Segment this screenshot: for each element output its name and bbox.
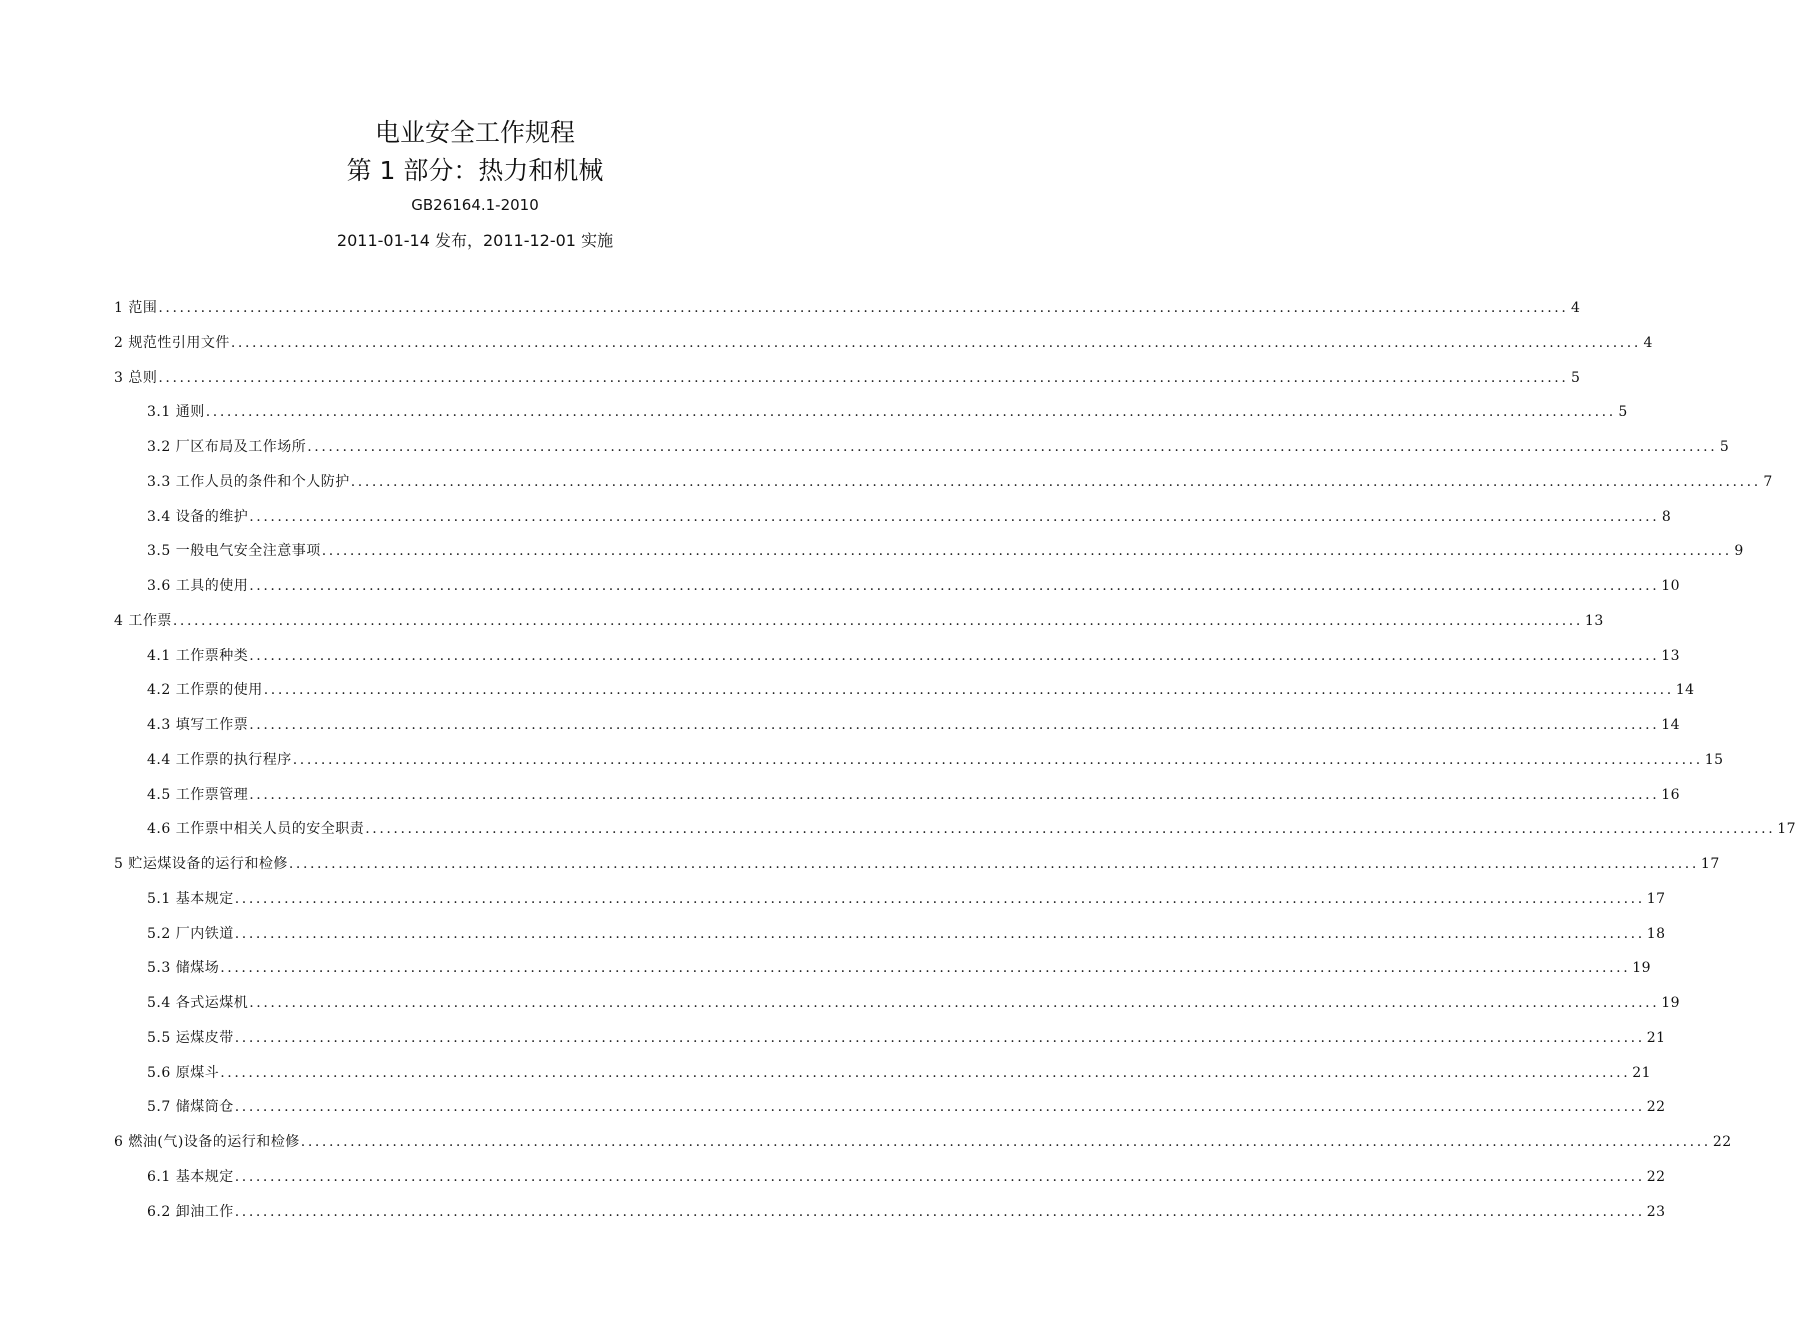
toc-entry-label: 5.4 各式运煤机 xyxy=(147,995,249,1011)
document-subtitle: 第 1 部分：热力和机械 xyxy=(346,156,604,185)
toc-entry[interactable] xyxy=(147,819,1796,839)
toc-entry-page: 22 xyxy=(1712,1134,1732,1150)
toc-entry-label: 4.2 工作票的使用 xyxy=(147,682,263,699)
toc-dot-leader: ........................................................................................................................................................................................................ xyxy=(205,404,1616,421)
toc-entry-page: 9 xyxy=(1734,543,1744,560)
toc-entry-label: 5.5 运煤皮带 xyxy=(147,1029,234,1046)
toc-dot-leader: ........................................................................................................................................................................................................ xyxy=(220,1064,1631,1081)
toc-entry[interactable] xyxy=(147,402,1628,422)
toc-entry[interactable] xyxy=(114,333,1653,353)
toc-entry-page: 5 xyxy=(1618,404,1628,421)
toc-entry[interactable] xyxy=(147,472,1773,492)
toc-entry-page: 8 xyxy=(1661,508,1672,525)
toc-entry-label: 4 工作票 xyxy=(114,612,172,629)
toc-entry-label: 6 燃油(气)设备的运行和检修 xyxy=(114,1134,300,1150)
toc-dot-leader: ........................................................................................................................................................................................................ xyxy=(249,995,1660,1011)
toc-entry[interactable] xyxy=(147,785,1681,805)
toc-entry[interactable] xyxy=(147,924,1666,944)
toc-entry[interactable] xyxy=(147,715,1681,735)
toc-dot-leader: ........................................................................................................................................................................................................ xyxy=(249,786,1660,803)
document-title: 电业安全工作规程 xyxy=(374,118,575,147)
toc-dot-leader: ........................................................................................................................................................................................................ xyxy=(234,1029,1645,1046)
toc-entry[interactable] xyxy=(147,680,1695,700)
toc-entry-label: 1 范围 xyxy=(114,300,158,316)
toc-entry[interactable] xyxy=(147,993,1681,1013)
toc-entry-page: 14 xyxy=(1675,682,1695,699)
toc-entry-page: 17 xyxy=(1646,890,1666,907)
toc-dot-leader: ........................................................................................................................................................................................................ xyxy=(249,508,1660,525)
toc-entry-label: 5.3 储煤场 xyxy=(147,960,220,977)
toc-dot-leader: ........................................................................................................................................................................................................ xyxy=(249,717,1660,733)
toc-entry-page: 5 xyxy=(1570,369,1581,386)
toc-entry[interactable] xyxy=(147,958,1652,978)
toc-entry-page: 17 xyxy=(1700,856,1720,872)
toc-entry[interactable] xyxy=(147,437,1730,457)
toc-entry[interactable] xyxy=(147,750,1724,770)
toc-entry-page: 22 xyxy=(1646,1168,1666,1185)
toc-entry-label: 3.2 厂区布局及工作场所 xyxy=(147,439,307,455)
toc-entry-page: 13 xyxy=(1584,612,1604,629)
toc-entry-label: 3 总则 xyxy=(114,369,158,386)
toc-dot-leader: ........................................................................................................................................................................................................ xyxy=(300,1134,1711,1150)
toc-dot-leader: ........................................................................................................................................................................................................ xyxy=(158,369,1569,386)
toc-entry-label: 4.5 工作票管理 xyxy=(147,786,249,803)
toc-dot-leader: ........................................................................................................................................................................................................ xyxy=(249,578,1660,594)
toc-entry[interactable] xyxy=(114,368,1581,388)
toc-dot-leader: ........................................................................................................................................................................................................ xyxy=(350,473,1761,490)
toc-entry-page: 4 xyxy=(1570,300,1581,316)
toc-dot-leader: ........................................................................................................................................................................................................ xyxy=(292,751,1703,768)
toc-entry[interactable] xyxy=(147,1167,1666,1187)
toc-entry[interactable] xyxy=(147,507,1672,527)
toc-entry-label: 5.6 原煤斗 xyxy=(147,1064,220,1081)
toc-entry-page: 14 xyxy=(1661,717,1681,733)
toc-entry-label: 4.4 工作票的执行程序 xyxy=(147,751,292,768)
toc-dot-leader: ........................................................................................................................................................................................................ xyxy=(234,890,1645,907)
toc-entry-label: 3.3 工作人员的条件和个人防护 xyxy=(147,473,350,490)
toc-entry-page: 5 xyxy=(1719,439,1730,455)
toc-entry[interactable] xyxy=(147,541,1744,561)
toc-entry[interactable] xyxy=(114,611,1604,631)
toc-entry[interactable] xyxy=(114,854,1720,874)
toc-dot-leader: ........................................................................................................................................................................................................ xyxy=(234,1203,1645,1220)
toc-entry[interactable] xyxy=(147,576,1681,596)
toc-entry-page: 21 xyxy=(1632,1064,1652,1081)
toc-entry[interactable] xyxy=(114,1132,1732,1152)
toc-dot-leader: ........................................................................................................................................................................................................ xyxy=(234,1099,1645,1116)
toc-entry-label: 6.1 基本规定 xyxy=(147,1168,234,1185)
toc-entry-label: 5.1 基本规定 xyxy=(147,890,234,907)
toc-entry-label: 4.3 填写工作票 xyxy=(147,717,249,733)
toc-entry-label: 2 规范性引用文件 xyxy=(114,334,230,351)
toc-dot-leader: ........................................................................................................................................................................................................ xyxy=(158,300,1569,316)
toc-entry-label: 6.2 卸油工作 xyxy=(147,1203,234,1220)
toc-dot-leader: ........................................................................................................................................................................................................ xyxy=(321,543,1732,560)
toc-entry-page: 15 xyxy=(1704,751,1724,768)
toc-entry-page: 19 xyxy=(1632,960,1652,977)
toc-entry-label: 5.2 厂内铁道 xyxy=(147,925,234,942)
toc-entry[interactable] xyxy=(147,1097,1666,1117)
toc-entry-page: 13 xyxy=(1661,647,1681,664)
toc-entry[interactable] xyxy=(147,889,1666,909)
toc-entry-label: 3.1 通则 xyxy=(147,404,205,421)
toc-entry-page: 16 xyxy=(1661,786,1681,803)
toc-entry-label: 5.7 储煤筒仓 xyxy=(147,1099,234,1116)
toc-entry[interactable] xyxy=(114,298,1581,318)
standard-code: GB26164.1-2010 xyxy=(411,196,539,214)
toc-entry-page: 19 xyxy=(1661,995,1681,1011)
toc-entry-page: 10 xyxy=(1661,578,1681,594)
toc-entry-label: 4.6 工作票中相关人员的安全职责 xyxy=(147,821,365,838)
toc-entry[interactable] xyxy=(147,1028,1666,1048)
toc-entry[interactable] xyxy=(147,1202,1666,1222)
toc-entry-page: 4 xyxy=(1643,334,1653,351)
publish-dates: 2011-01-14 发布，2011-12-01 实施 xyxy=(336,231,614,250)
toc-dot-leader: ........................................................................................................................................................................................................ xyxy=(172,612,1583,629)
toc-dot-leader: ........................................................................................................................................................................................................ xyxy=(307,439,1718,455)
toc-entry-page: 23 xyxy=(1646,1203,1666,1220)
toc-entry[interactable] xyxy=(147,646,1681,666)
toc-entry-label: 3.5 一般电气安全注意事项 xyxy=(147,543,321,560)
toc-dot-leader: ........................................................................................................................................................................................................ xyxy=(234,925,1645,942)
toc-entry-label: 5 贮运煤设备的运行和检修 xyxy=(114,856,288,872)
toc-dot-leader: ........................................................................................................................................................................................................ xyxy=(220,960,1631,977)
toc-dot-leader: ........................................................................................................................................................................................................ xyxy=(365,821,1776,838)
toc-dot-leader: ........................................................................................................................................................................................................ xyxy=(263,682,1674,699)
toc-entry-label: 3.4 设备的维护 xyxy=(147,508,249,525)
toc-dot-leader: ........................................................................................................................................................................................................ xyxy=(288,856,1699,872)
toc-entry-label: 3.6 工具的使用 xyxy=(147,578,249,594)
toc-entry-label: 4.1 工作票种类 xyxy=(147,647,249,664)
toc-entry[interactable] xyxy=(147,1063,1652,1083)
toc-dot-leader: ........................................................................................................................................................................................................ xyxy=(234,1168,1645,1185)
toc-dot-leader: ........................................................................................................................................................................................................ xyxy=(230,334,1641,351)
toc-entry-page: 7 xyxy=(1763,473,1773,490)
toc-entry-page: 18 xyxy=(1646,925,1666,942)
toc-entry-page: 22 xyxy=(1646,1099,1666,1116)
toc-entry-page: 21 xyxy=(1646,1029,1666,1046)
toc-entry-page: 17 xyxy=(1777,821,1796,838)
toc-dot-leader: ........................................................................................................................................................................................................ xyxy=(249,647,1660,664)
